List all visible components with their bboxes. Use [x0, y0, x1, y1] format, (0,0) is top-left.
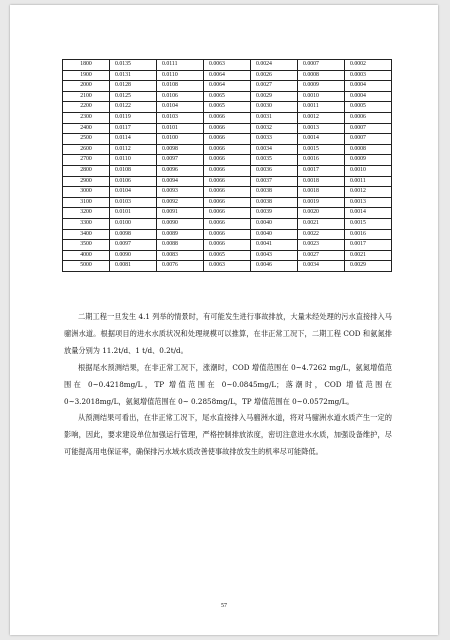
- table-cell-value: 0.0081: [110, 261, 157, 272]
- table-cell-value: 0.0004: [345, 91, 392, 102]
- table-cell-value: 0.0104: [110, 187, 157, 198]
- table-cell-value: 0.0040: [251, 218, 298, 229]
- table-cell-value: 0.0112: [110, 144, 157, 155]
- table-cell-value: 0.0009: [345, 155, 392, 166]
- table-cell-value: 0.0066: [204, 229, 251, 240]
- table-cell-value: 0.0117: [110, 123, 157, 134]
- table-cell-label: 3500: [63, 240, 110, 251]
- table-row: [63, 70, 392, 81]
- table-cell-value: 0.0066: [204, 197, 251, 208]
- table-cell-value: 0.0029: [251, 91, 298, 102]
- table-cell-value: 0.0100: [110, 218, 157, 229]
- table-cell-value: 0.0003: [345, 70, 392, 81]
- table-cell-value: 0.0066: [204, 112, 251, 123]
- table-cell-value: 0.0006: [345, 112, 392, 123]
- table-cell-value: 0.0066: [204, 240, 251, 251]
- table-cell-value: 0.0014: [345, 208, 392, 219]
- table-cell-value: 0.0024: [251, 60, 298, 71]
- data-table-body: [63, 60, 392, 272]
- table-row: [63, 240, 392, 251]
- table-cell-value: 0.0013: [298, 123, 345, 134]
- table-cell-value: 0.0007: [298, 60, 345, 71]
- table-cell-value: 0.0066: [204, 134, 251, 145]
- table-cell-value: 0.0135: [110, 60, 157, 71]
- paragraph-3: 从预测结果可看出，在非正常工况下，尾水直接排入马骝洲水道，将对马骝洲水道水质产生一定的影响，因此，要求建设单位加强运行管理，严格控制排放浓度，密切注意进水水质，加强设备维护，尽可能提高用电保证率，确保排污水域水质改善使事故排放发生的机率尽可能降低。: [64, 413, 392, 457]
- table-cell-value: 0.0066: [204, 165, 251, 176]
- table-cell-value: 0.0096: [157, 165, 204, 176]
- table-row: [63, 123, 392, 134]
- table-cell-label: 2200: [63, 102, 110, 113]
- table-row: [63, 102, 392, 113]
- table-cell-value: 0.0046: [251, 261, 298, 272]
- table-cell-value: 0.0106: [110, 176, 157, 187]
- table-cell-value: 0.0110: [110, 155, 157, 166]
- table-cell-value: 0.0076: [157, 261, 204, 272]
- table-cell-value: 0.0004: [345, 81, 392, 92]
- table-cell-value: 0.0094: [157, 176, 204, 187]
- table-cell-value: 0.0063: [204, 60, 251, 71]
- table-cell-value: 0.0016: [345, 229, 392, 240]
- table-cell-value: 0.0066: [204, 187, 251, 198]
- table-cell-value: 0.0125: [110, 91, 157, 102]
- table-cell-value: 0.0100: [157, 134, 204, 145]
- paragraph-2: 根据尾水预测结果，在非正常工况下，涨潮时，COD 增值范围在 0~4.7262 mg/L，氨氮增值范围在 0~0.4218mg/L，TP 增值范围在 0~0.0845mg/L；落潮时，COD 增值范围在 0~3.2018mg/L，氨氮增值范围在 0~ 0.2858mg/L，TP 增值范围在 0~0.0572mg/L。: [64, 362, 392, 406]
- table-cell-value: 0.0066: [204, 218, 251, 229]
- table-cell-label: 2700: [63, 155, 110, 166]
- table-cell-value: 0.0033: [251, 134, 298, 145]
- table-cell-label: 2300: [63, 112, 110, 123]
- table-cell-label: 3100: [63, 197, 110, 208]
- table-cell-value: 0.0091: [157, 208, 204, 219]
- table-cell-label: 2100: [63, 91, 110, 102]
- table-cell-value: 0.0108: [157, 81, 204, 92]
- table-cell-value: 0.0038: [251, 197, 298, 208]
- table-cell-value: 0.0122: [110, 102, 157, 113]
- table-cell-label: 2600: [63, 144, 110, 155]
- table-cell-value: 0.0032: [251, 123, 298, 134]
- table-cell-value: 0.0026: [251, 70, 298, 81]
- table-cell-value: 0.0101: [157, 123, 204, 134]
- table-cell-value: 0.0119: [110, 112, 157, 123]
- table-cell-value: 0.0088: [157, 240, 204, 251]
- table-cell-value: 0.0011: [298, 102, 345, 113]
- table-cell-value: 0.0065: [204, 91, 251, 102]
- table-cell-value: 0.0083: [157, 250, 204, 261]
- table-cell-value: 0.0007: [345, 123, 392, 134]
- table-cell-value: 0.0040: [251, 229, 298, 240]
- table-row: [63, 187, 392, 198]
- table-cell-value: 0.0015: [298, 144, 345, 155]
- table-cell-value: 0.0005: [345, 102, 392, 113]
- table-cell-value: 0.0034: [251, 144, 298, 155]
- table-cell-value: 0.0104: [157, 102, 204, 113]
- table-cell-value: 0.0066: [204, 176, 251, 187]
- table-cell-value: 0.0098: [157, 144, 204, 155]
- table-cell-value: 0.0023: [298, 240, 345, 251]
- table-cell-label: 5000: [63, 261, 110, 272]
- table-cell-value: 0.0041: [251, 240, 298, 251]
- paragraph-1: 二期工程一旦发生 4.1 列举的情景时，有可能发生进行事故排放，大量未经处理的污水直接排入马骝洲水道。根据项目的进水水质状况和处理规模可以推算，在非正常工况下，二期工程 COD 和氨氮排放量分别为 11.2t/d、1 t/d、0.2t/d。: [64, 312, 392, 355]
- table-cell-value: 0.0018: [298, 187, 345, 198]
- table-cell-value: 0.0035: [251, 155, 298, 166]
- table-cell-value: 0.0007: [345, 134, 392, 145]
- table-cell-value: 0.0037: [251, 176, 298, 187]
- table-cell-value: 0.0111: [157, 60, 204, 71]
- body-text: [64, 309, 392, 461]
- table-cell-value: 0.0036: [251, 165, 298, 176]
- table-cell-value: 0.0110: [157, 70, 204, 81]
- table-cell-value: 0.0128: [110, 81, 157, 92]
- table-cell-value: 0.0017: [298, 165, 345, 176]
- table-row: [63, 155, 392, 166]
- table-cell-value: 0.0012: [345, 187, 392, 198]
- table-row: [63, 165, 392, 176]
- table-cell-value: 0.0131: [110, 70, 157, 81]
- table-cell-value: 0.0010: [298, 91, 345, 102]
- table-cell-label: 4000: [63, 250, 110, 261]
- table-cell-value: 0.0015: [345, 218, 392, 229]
- table-cell-label: 3200: [63, 208, 110, 219]
- table-cell-label: 1800: [63, 60, 110, 71]
- table-cell-value: 0.0065: [204, 102, 251, 113]
- table-cell-label: 2400: [63, 123, 110, 134]
- table-cell-value: 0.0027: [251, 81, 298, 92]
- table-cell-value: 0.0010: [345, 165, 392, 176]
- table-cell-label: 2500: [63, 134, 110, 145]
- table-row: [63, 134, 392, 145]
- table-cell-value: 0.0019: [298, 197, 345, 208]
- table-cell-value: 0.0090: [110, 250, 157, 261]
- table-cell-value: 0.0066: [204, 208, 251, 219]
- table-cell-value: 0.0064: [204, 70, 251, 81]
- table-cell-value: 0.0030: [251, 102, 298, 113]
- table-cell-value: 0.0063: [204, 261, 251, 272]
- table-cell-value: 0.0017: [345, 240, 392, 251]
- table-cell-label: 3300: [63, 218, 110, 229]
- table-cell-value: 0.0106: [157, 91, 204, 102]
- table-cell-value: 0.0011: [345, 176, 392, 187]
- table-row: [63, 197, 392, 208]
- table-cell-value: 0.0034: [298, 261, 345, 272]
- table-cell-value: 0.0103: [110, 197, 157, 208]
- table-cell-value: 0.0008: [298, 70, 345, 81]
- table-row: [63, 229, 392, 240]
- table-cell-value: 0.0093: [157, 187, 204, 198]
- table-cell-value: 0.0101: [110, 208, 157, 219]
- table-cell-value: 0.0029: [345, 261, 392, 272]
- table-row: [63, 218, 392, 229]
- table-cell-value: 0.0020: [298, 208, 345, 219]
- table-cell-value: 0.0114: [110, 134, 157, 145]
- table-cell-value: 0.0097: [157, 155, 204, 166]
- page-number: 57: [221, 603, 227, 609]
- table-cell-value: 0.0097: [110, 240, 157, 251]
- table-cell-value: 0.0014: [298, 134, 345, 145]
- table-cell-label: 2800: [63, 165, 110, 176]
- table-row: [63, 250, 392, 261]
- table-cell-value: 0.0018: [298, 176, 345, 187]
- table-cell-value: 0.0013: [345, 197, 392, 208]
- table-cell-value: 0.0065: [204, 250, 251, 261]
- table-cell-value: 0.0002: [345, 60, 392, 71]
- table-cell-value: 0.0064: [204, 81, 251, 92]
- table-row: [63, 176, 392, 187]
- table-cell-label: 3400: [63, 229, 110, 240]
- table-cell-value: 0.0098: [110, 229, 157, 240]
- table-cell-value: 0.0092: [157, 197, 204, 208]
- table-cell-label: 2900: [63, 176, 110, 187]
- table-row: [63, 261, 392, 272]
- table-row: [63, 81, 392, 92]
- table-cell-label: 3000: [63, 187, 110, 198]
- table-row: [63, 208, 392, 219]
- table-cell-value: 0.0022: [298, 229, 345, 240]
- data-table: [62, 59, 392, 272]
- table-cell-value: 0.0031: [251, 112, 298, 123]
- table-cell-value: 0.0039: [251, 208, 298, 219]
- table-row: [63, 91, 392, 102]
- table-cell-value: 0.0066: [204, 155, 251, 166]
- table-cell-value: 0.0043: [251, 250, 298, 261]
- table-cell-value: 0.0066: [204, 123, 251, 134]
- table-cell-value: 0.0012: [298, 112, 345, 123]
- document-page: [10, 5, 438, 635]
- table-cell-value: 0.0108: [110, 165, 157, 176]
- table-cell-value: 0.0021: [345, 250, 392, 261]
- table-cell-label: 2000: [63, 81, 110, 92]
- table-row: [63, 60, 392, 71]
- table-cell-value: 0.0027: [298, 250, 345, 261]
- table-cell-label: 1900: [63, 70, 110, 81]
- table-cell-value: 0.0066: [204, 144, 251, 155]
- table-cell-value: 0.0021: [298, 218, 345, 229]
- table-cell-value: 0.0038: [251, 187, 298, 198]
- table-cell-value: 0.0016: [298, 155, 345, 166]
- table-row: [63, 112, 392, 123]
- table-cell-value: 0.0090: [157, 218, 204, 229]
- table-cell-value: 0.0103: [157, 112, 204, 123]
- table-cell-value: 0.0009: [298, 81, 345, 92]
- table-cell-value: 0.0089: [157, 229, 204, 240]
- table-cell-value: 0.0008: [345, 144, 392, 155]
- table-row: [63, 144, 392, 155]
